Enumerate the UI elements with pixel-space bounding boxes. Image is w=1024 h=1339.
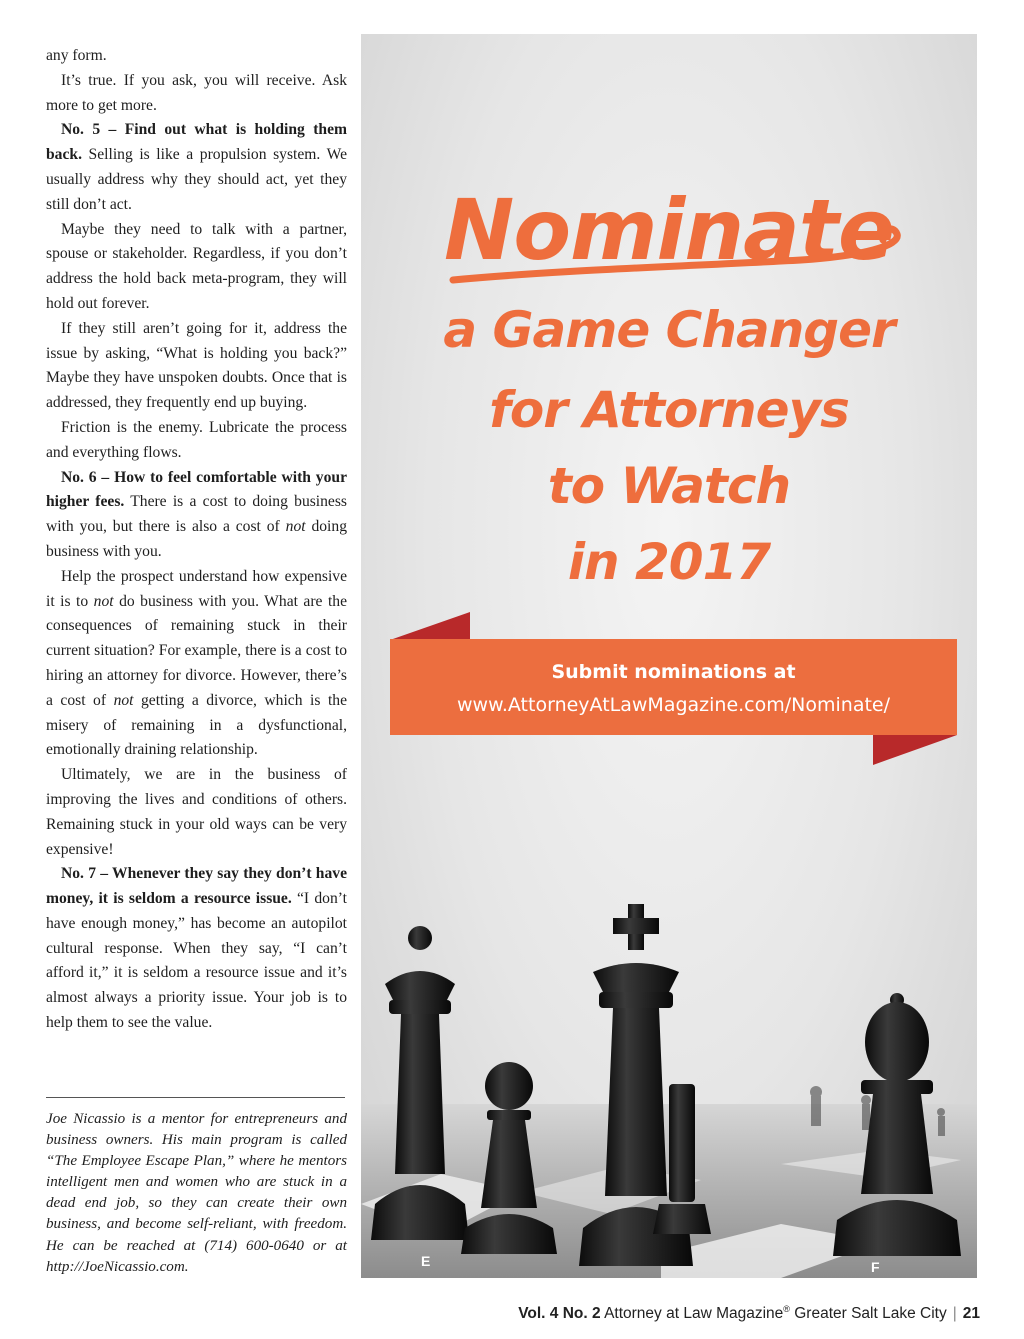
- ad-headline-line: a Game Changer: [443, 301, 895, 359]
- page-footer: [518, 1304, 980, 1323]
- tip-heading: No. 6 – How to feel comfortable with your higher fees.: [46, 468, 347, 511]
- paragraph: If they still aren’t going for it, address the issue by asking, “What is holding you back?” Maybe they have unspoken doubts. Once that is addressed, they frequently end up buying.: [46, 319, 347, 412]
- ad-headline-line: for Attorneys: [489, 381, 849, 439]
- ribbon-fold-left: [390, 612, 470, 640]
- paragraph: No. 6 – How to feel comfortable with your higher fees. There is a cost to doing business with you, but there is also a cost of not doing business with you.: [46, 468, 347, 560]
- page-number: 21: [962, 1305, 980, 1323]
- ribbon-fold-right: [873, 735, 957, 765]
- board-letter: E: [421, 1253, 431, 1269]
- paragraph: Maybe they need to talk with a partner, spouse or stakeholder. Regardless, if you don’t address the hold back meta-program, they will hold out forever.: [46, 220, 347, 312]
- author-bio: Joe Nicassio is a mentor for entrepreneurs and business owners. His main program is called “The Employee Escape Plan,” where he mentors intelligent men and women who are stuck in a dead end job, so they can create their own business, and become self-reliant, with freedom. He can be reached at (714) 600-0640 or at http://JoeNicassio.com.: [46, 1111, 347, 1275]
- magazine-name: Attorney at Law Magazine: [604, 1305, 784, 1323]
- paragraph: No. 7 – Whenever they say they don’t have money, it is seldom a resource issue. “I don’t have enough money,” has become an autopilot cultural response. When they say, “I can’t afford it,” it is seldom a resource issue and it’s almost always a priority issue. Your job is to help them to see the value.: [46, 865, 347, 1032]
- chess-pieces-image: [361, 874, 977, 1278]
- ad-headline-nominate: Nominate: [444, 181, 894, 279]
- nomination-ad: [361, 34, 977, 1278]
- tip-heading: No. 5 – Find out what is holding them back.: [46, 121, 347, 164]
- issue-number: Vol. 4 No. 2: [518, 1305, 601, 1323]
- swash-underline: [361, 34, 977, 334]
- board-letter: F: [871, 1259, 880, 1275]
- footer-separator: |: [952, 1305, 957, 1323]
- nomination-url[interactable]: www.AttorneyAtLawMagazine.com/Nominate/: [456, 694, 891, 716]
- article-column: [46, 44, 347, 1036]
- divider: [46, 1097, 345, 1098]
- paragraph: No. 5 – Find out what is holding them back. Selling is like a propulsion system. We usually address why they should act, yet they still don’t act.: [46, 121, 347, 213]
- submit-banner: [390, 639, 957, 735]
- tip-heading: No. 7 – Whenever they say they don’t have money, it is seldom a resource issue.: [46, 865, 347, 908]
- paragraph: Friction is the enemy. Lubricate the process and everything flows.: [46, 418, 347, 461]
- paragraph: any form.: [46, 47, 107, 64]
- paragraph: Ultimately, we are in the business of improving the lives and conditions of others. Remaining stuck in your old ways can be very expensive!: [46, 766, 347, 858]
- registered-mark: ®: [783, 1304, 790, 1314]
- ad-headline-line: in 2017: [567, 533, 771, 591]
- city-name: Greater Salt Lake City: [794, 1305, 947, 1323]
- paragraph: It’s true. If you ask, you will receive. Ask more to get more.: [46, 71, 347, 114]
- paragraph: Help the prospect understand how expensive it is to not do business with you. What are the consequences of remaining stuck in their current situation? For example, there is a cost to hiring an attorney for divorce. However, there’s a cost of not getting a divorce, which is the misery of remaining in a dysfunctional, emotionally draining relationship.: [46, 567, 348, 759]
- banner-title: Submit nominations at: [551, 661, 796, 683]
- ad-headline-line: to Watch: [547, 457, 791, 515]
